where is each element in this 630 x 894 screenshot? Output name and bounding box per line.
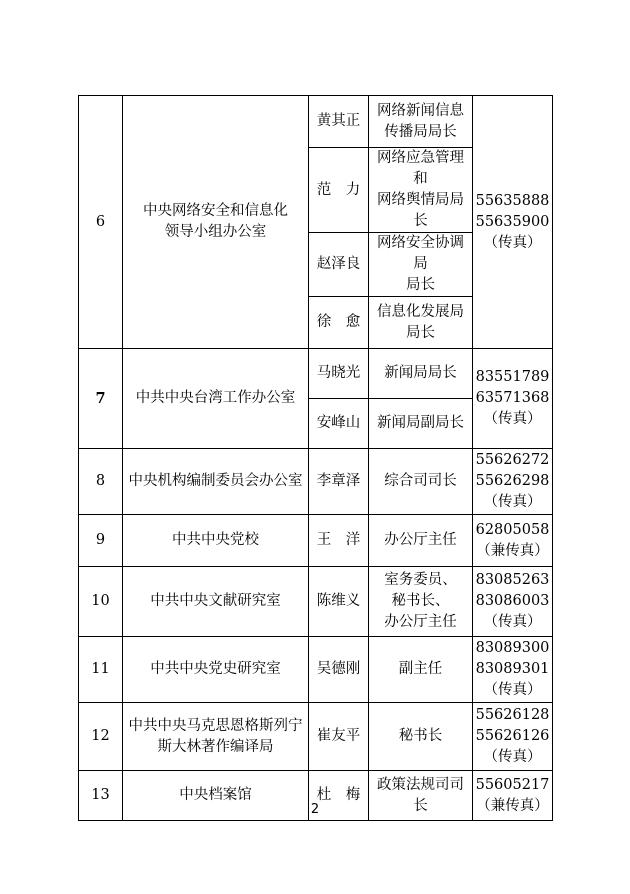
- contact-table: [78, 95, 553, 821]
- row-number: 9: [79, 515, 123, 567]
- table-row: [79, 515, 553, 567]
- phone-number: 83089300 83089301 （传真）: [473, 637, 553, 703]
- row-number: 10: [79, 567, 123, 637]
- table-row: [79, 349, 553, 399]
- contact-title: 网络应急管理和 网络舆情局局长: [369, 148, 473, 233]
- department-name: 中共中央马克思恩格斯列宁 斯大林著作编译局: [123, 703, 309, 771]
- page-number: 2: [310, 802, 320, 817]
- contact-name: 王 洋: [309, 515, 369, 567]
- phone-number: 62805058 （兼传真）: [473, 515, 553, 567]
- row-number: 8: [79, 449, 123, 515]
- department-name: 中共中央党史研究室: [123, 637, 309, 703]
- table-row: [79, 567, 553, 637]
- row-number: 13: [79, 771, 123, 821]
- contact-name: 杜 梅: [309, 771, 369, 821]
- contact-name: 吴德刚: [309, 637, 369, 703]
- phone-number: 55626272 55626298 （传真）: [473, 449, 553, 515]
- contact-name: 崔友平: [309, 703, 369, 771]
- department-name: 中共中央台湾工作办公室: [123, 349, 309, 449]
- row-number: 12: [79, 703, 123, 771]
- table-row: [79, 449, 553, 515]
- department-name: 中央网络安全和信息化 领导小组办公室: [123, 96, 309, 349]
- phone-number: 55626128 55626126 （传真）: [473, 703, 553, 771]
- contact-name: 徐 愈: [309, 297, 369, 349]
- department-name: 中央档案馆: [123, 771, 309, 821]
- contact-title: 室务委员、 秘书长、 办公厅主任: [369, 567, 473, 637]
- contact-title: 新闻局副局长: [369, 399, 473, 449]
- row-number: 11: [79, 637, 123, 703]
- row-number: 6: [79, 96, 123, 349]
- contact-name: 李章泽: [309, 449, 369, 515]
- contact-title: 新闻局局长: [369, 349, 473, 399]
- contact-title: 秘书长: [369, 703, 473, 771]
- contact-title: 办公厅主任: [369, 515, 473, 567]
- contact-title: 政策法规司司长: [369, 771, 473, 821]
- phone-number: 55605217 （兼传真）: [473, 771, 553, 821]
- department-name: 中央机构编制委员会办公室: [123, 449, 309, 515]
- contact-title: 副主任: [369, 637, 473, 703]
- contact-name: 范 力: [309, 148, 369, 233]
- table-row: [79, 637, 553, 703]
- contact-name: 陈维义: [309, 567, 369, 637]
- phone-number: 55635888 55635900 （传真）: [473, 96, 553, 349]
- row-number: 7: [79, 349, 123, 449]
- table-row: [79, 703, 553, 771]
- contact-title: 网络新闻信息 传播局局长: [369, 96, 473, 148]
- phone-number: 83551789 63571368 （传真）: [473, 349, 553, 449]
- contact-title: 综合司司长: [369, 449, 473, 515]
- phone-number: 83085263 83086003 （传真）: [473, 567, 553, 637]
- contact-name: 马晓光: [309, 349, 369, 399]
- department-name: 中共中央党校: [123, 515, 309, 567]
- table-row: [79, 96, 553, 148]
- contact-name: 安峰山: [309, 399, 369, 449]
- department-name: 中共中央文献研究室: [123, 567, 309, 637]
- contact-title: 网络安全协调局 局长: [369, 233, 473, 297]
- contact-name: 黄其正: [309, 96, 369, 148]
- contact-name: 赵泽良: [309, 233, 369, 297]
- contact-title: 信息化发展局 局长: [369, 297, 473, 349]
